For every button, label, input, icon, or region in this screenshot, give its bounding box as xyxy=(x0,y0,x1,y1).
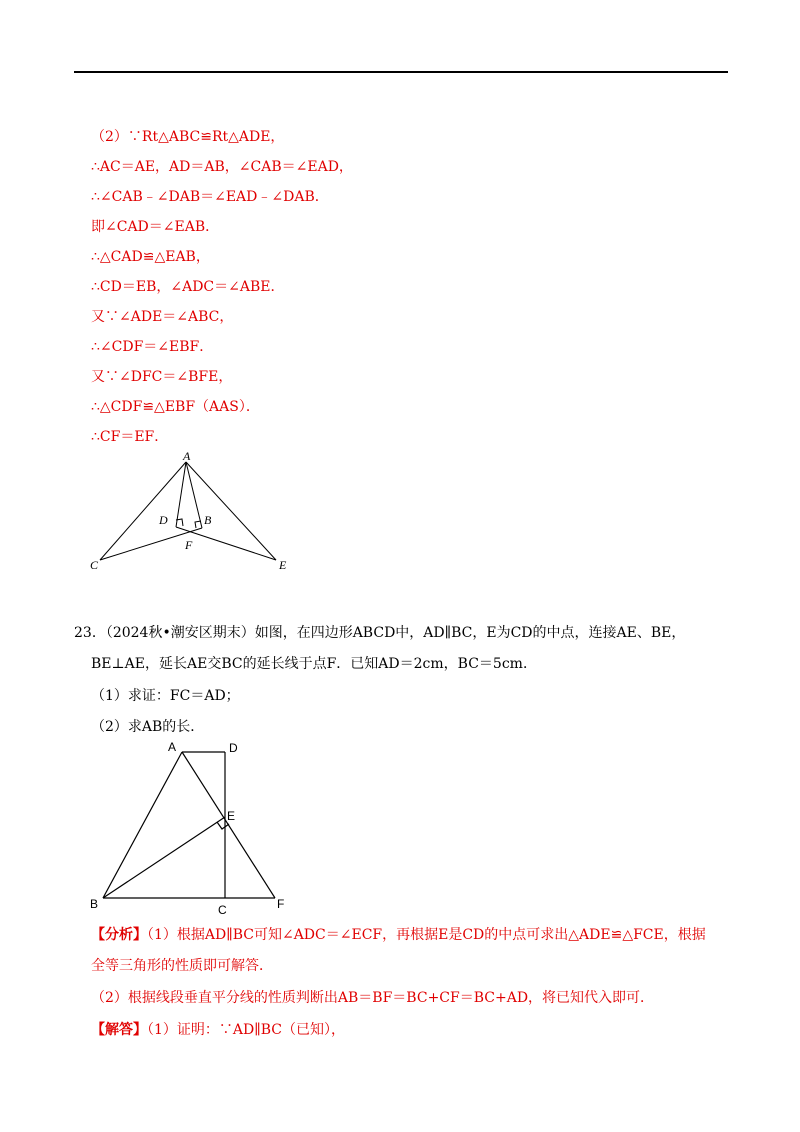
figure-quadrilateral xyxy=(85,738,300,918)
solution-line: ∴△CDF≌△EBF（AAS）． xyxy=(91,399,260,415)
analysis-text: （1）根据AD∥BC可知∠ADC＝∠ECF，再根据E是CD的中点可求出△ADE≌△FCE，根据 xyxy=(147,927,706,943)
solution-line: ∴∠CDF＝∠EBF． xyxy=(91,339,214,355)
label-D: D xyxy=(229,741,238,755)
answer-line xyxy=(91,1020,345,1040)
label-E: E xyxy=(227,809,236,823)
question-1: （1）求证：FC＝AD； xyxy=(91,688,240,704)
answer-tag: 【解答】 xyxy=(91,1022,147,1038)
solution-line: 又∵∠ADE＝∠ABC， xyxy=(91,309,234,325)
answer-text: （1）证明：∵AD∥BC（已知）， xyxy=(147,1022,345,1038)
analysis-line xyxy=(91,925,706,945)
label-A: A xyxy=(168,740,177,754)
question-2: （2）求AB的长． xyxy=(91,719,205,735)
solution-line: ∴CD＝EB，∠ADC＝∠ABE． xyxy=(91,279,285,295)
label-B: B xyxy=(204,513,212,527)
solution-line: ∴AC＝AE，AD＝AB，∠CAB＝∠EAD， xyxy=(91,159,353,175)
solution-line: ∴△CAD≌△EAB， xyxy=(91,249,210,265)
solution-line: ∴∠CAB﹣∠DAB＝∠EAD﹣∠DAB． xyxy=(91,189,329,205)
label-C: C xyxy=(90,558,99,572)
header-rule xyxy=(74,71,728,73)
label-C: C xyxy=(218,903,227,917)
problem-stem: BE⊥AE，延长AE交BC的延长线于点F．已知AD＝2cm，BC＝5cm． xyxy=(91,656,537,672)
problem-stem: 23．（2024秋•潮安区期末）如图，在四边形ABCD中，AD∥BC，E为CD的中点，连接AE、BE， xyxy=(74,625,686,641)
label-A: A xyxy=(183,449,191,463)
label-F: F xyxy=(185,538,193,552)
figure-triangles xyxy=(80,448,310,578)
solution-line: ∴CF＝EF． xyxy=(91,429,169,445)
label-E: E xyxy=(279,558,287,572)
analysis-line: 全等三角形的性质即可解答． xyxy=(91,958,273,974)
solution-line: （2）∵Rt△ABC≌Rt△ADE， xyxy=(91,129,285,145)
label-D: D xyxy=(159,513,168,527)
label-F: F xyxy=(277,897,285,911)
solution-line: 又∵∠DFC＝∠BFE， xyxy=(91,369,233,385)
label-B: B xyxy=(90,897,99,911)
analysis-tag: 【分析】 xyxy=(91,927,147,943)
solution-line: 即∠CAD＝∠EAB． xyxy=(91,219,220,235)
analysis-line: （2）根据线段垂直平分线的性质判断出AB＝BF＝BC+CF＝BC+AD，将已知代入即可． xyxy=(91,990,655,1006)
